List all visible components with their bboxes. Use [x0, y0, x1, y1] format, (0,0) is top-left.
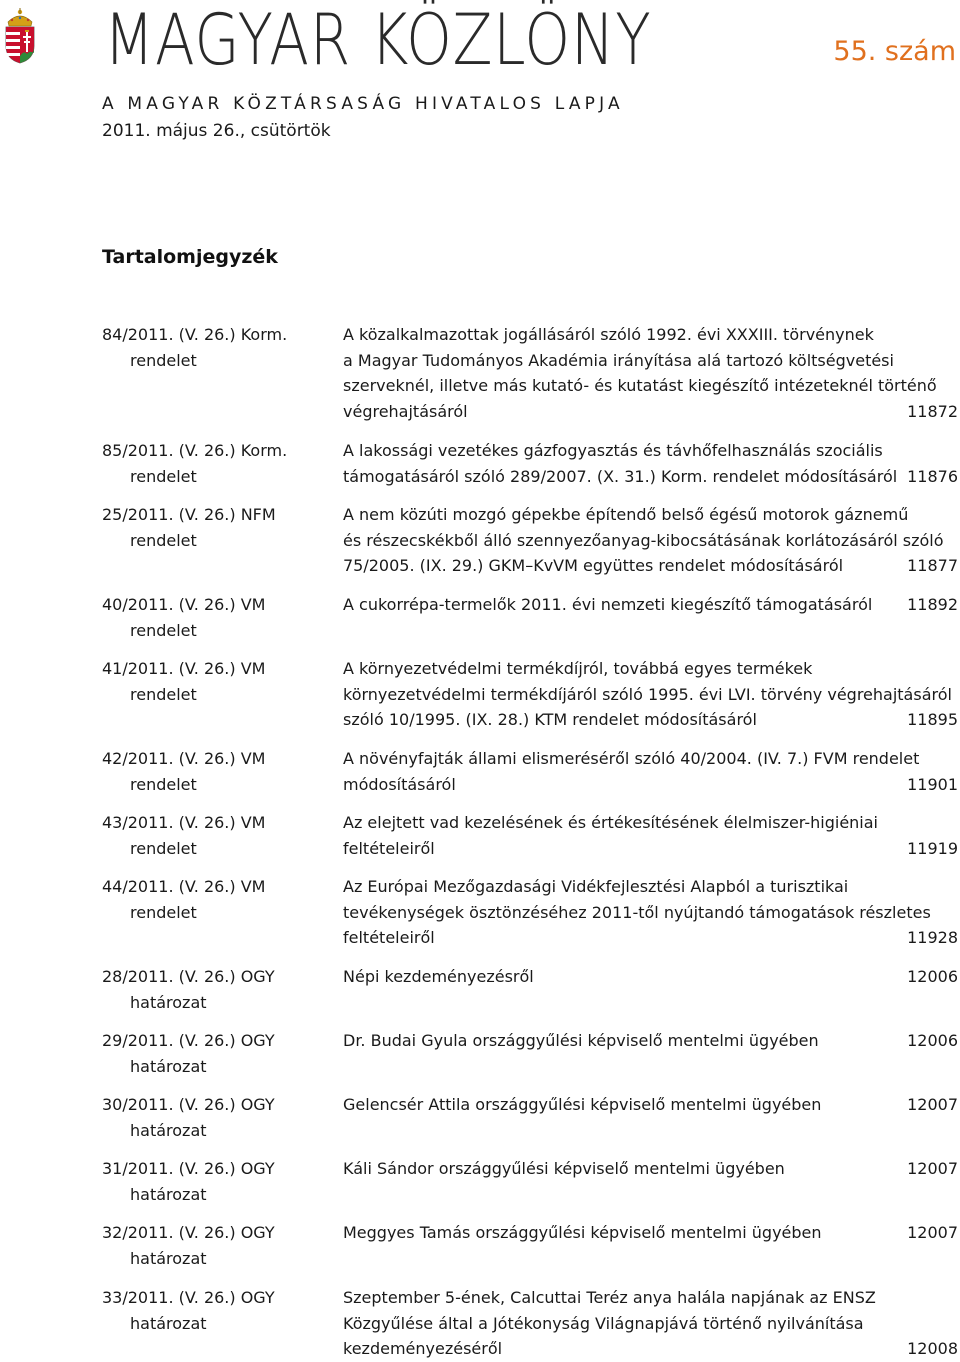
toc-entry-reference	[102, 1156, 322, 1207]
toc-entry-title	[343, 964, 903, 990]
toc-entry-title-line: Meggyes Tamás országgyűlési képviselő mentelmi ügyében	[343, 1223, 822, 1242]
toc-entry-title-line: Az Európai Mezőgazdasági Vidékfejlesztési Alapból a turisztikai	[343, 877, 849, 896]
toc-entry-page-number[interactable]: 12008	[907, 1339, 958, 1359]
reference-number: 30/2011. (V. 26.) OGY	[102, 1095, 275, 1114]
reference-number: 44/2011. (V. 26.) VM	[102, 877, 266, 896]
reference-number: 85/2011. (V. 26.) Korm.	[102, 441, 288, 460]
reference-number: 33/2011. (V. 26.) OGY	[102, 1288, 275, 1307]
reference-type: rendelet	[130, 530, 197, 550]
toc-entry-reference	[102, 1092, 322, 1143]
toc-entry-title-line: végrehajtásáról	[343, 401, 468, 421]
toc-entry-page-number[interactable]: 12007	[907, 1159, 958, 1178]
toc-entry-page-number[interactable]: 11892	[907, 595, 958, 614]
reference-type: rendelet	[130, 774, 197, 794]
reference-type: határozat	[130, 1120, 207, 1140]
reference-number: 40/2011. (V. 26.) VM	[102, 595, 266, 614]
toc-entry-page-number[interactable]: 11895	[907, 710, 958, 730]
toc-entry-page-number[interactable]: 12006	[907, 967, 958, 986]
toc-entry-reference	[102, 874, 322, 925]
toc-entry-page-number[interactable]: 11901	[907, 774, 958, 794]
toc-entry-reference	[102, 502, 322, 553]
toc-entry-title-line: módosításáról	[343, 774, 456, 794]
toc-entry-reference	[102, 438, 322, 489]
toc-entry-page-number[interactable]: 11877	[907, 556, 958, 576]
reference-type: rendelet	[130, 684, 197, 704]
reference-type: rendelet	[130, 902, 197, 922]
toc-entry-reference	[102, 1028, 322, 1079]
toc-entry-title-line: Közgyűlése által a Jótékonyság Világnapjává történő nyilvánítása	[343, 1313, 864, 1333]
toc-entry-title-line: A közalkalmazottak jogállásáról szóló 1992. évi XXXIII. törvénynek	[343, 325, 874, 344]
toc-entry-title	[343, 1285, 903, 1362]
toc-entry-reference	[102, 656, 322, 707]
toc-entry-title-line: Szeptember 5-ének, Calcuttai Teréz anya halála napjának az ENSZ	[343, 1288, 876, 1307]
reference-number: 25/2011. (V. 26.) NFM	[102, 505, 276, 524]
toc-entry-title-line: Gelencsér Attila országgyűlési képviselő mentelmi ügyében	[343, 1095, 822, 1114]
reference-type: rendelet	[130, 620, 197, 640]
reference-type: rendelet	[130, 838, 197, 858]
toc-entry-title-line: és részecskékből álló szennyezőanyag-kibocsátásának korlátozásáról szóló	[343, 530, 944, 550]
toc-entry-page-number[interactable]: 12007	[907, 1223, 958, 1242]
reference-type: határozat	[130, 992, 207, 1012]
reference-number: 31/2011. (V. 26.) OGY	[102, 1159, 275, 1178]
toc-entry-title-line: A nem közúti mozgó gépekbe építendő belső égésű motorok gáznemű	[343, 505, 909, 524]
publication-title: MAGYAR KÖZLÖNY	[104, 0, 652, 81]
publication-subtitle: A MAGYAR KÖZTÁRSASÁG HIVATALOS LAPJA	[102, 94, 624, 114]
reference-type: határozat	[130, 1056, 207, 1076]
toc-entry-title-line: Dr. Budai Gyula országgyűlési képviselő mentelmi ügyében	[343, 1031, 819, 1050]
toc-entry-title	[343, 592, 903, 618]
toc-entry-reference	[102, 746, 322, 797]
toc-entry-title-line: szóló 10/1995. (IX. 28.) KTM rendelet módosításáról	[343, 710, 757, 730]
toc-entry-title-line: szerveknél, illetve más kutató- és kutatást kiegészítő intézeteknél történő	[343, 376, 937, 396]
reference-number: 84/2011. (V. 26.) Korm.	[102, 325, 288, 344]
toc-entry-title-line: A növényfajták állami elismeréséről szóló 40/2004. (IV. 7.) FVM rendelet	[343, 749, 920, 768]
toc-entry-page-number[interactable]: 12006	[907, 1031, 958, 1050]
toc-entry-title-line: a Magyar Tudományos Akadémia irányítása alá tartozó költségvetési	[343, 350, 894, 370]
toc-entry-title	[343, 1156, 903, 1182]
toc-entry-title-line: Káli Sándor országgyűlési képviselő mentelmi ügyében	[343, 1159, 785, 1178]
toc-entry-title-line: kezdeményezéséről	[343, 1339, 503, 1359]
toc-entry-page-number[interactable]: 11928	[907, 928, 958, 948]
issue-number: 55. szám	[833, 36, 956, 67]
toc-entry-reference	[102, 1220, 322, 1271]
toc-entry-title-line: feltételeiről	[343, 838, 435, 858]
toc-entry-page-number[interactable]: 12007	[907, 1095, 958, 1114]
toc-entry-title	[343, 1092, 903, 1118]
toc-entry-title-line: feltételeiről	[343, 928, 435, 948]
toc-entry-reference	[102, 322, 322, 373]
toc-entry-title-line: Népi kezdeményezésről	[343, 967, 534, 986]
reference-number: 43/2011. (V. 26.) VM	[102, 813, 266, 832]
toc-entry-title	[343, 438, 903, 489]
toc-entry-title-line: A cukorrépa-termelők 2011. évi nemzeti kiegészítő támogatásáról	[343, 595, 873, 614]
toc-entry-title-line: támogatásáról szóló 289/2007. (X. 31.) Korm. rendelet módosításáról	[343, 466, 898, 486]
toc-entry-title	[343, 810, 903, 861]
toc-entry-page-number[interactable]: 11872	[907, 401, 958, 421]
hungarian-coat-of-arms-icon	[2, 6, 38, 64]
reference-number: 28/2011. (V. 26.) OGY	[102, 967, 275, 986]
toc-entry-title-line: 75/2005. (IX. 29.) GKM–KvVM együttes rendelet módosításáról	[343, 556, 844, 576]
reference-number: 32/2011. (V. 26.) OGY	[102, 1223, 275, 1242]
reference-number: 41/2011. (V. 26.) VM	[102, 659, 266, 678]
reference-number: 29/2011. (V. 26.) OGY	[102, 1031, 275, 1050]
toc-entry-title	[343, 1028, 903, 1054]
toc-entry-title-line: A környezetvédelmi termékdíjról, továbbá egyes termékek	[343, 659, 813, 678]
toc-entry-reference	[102, 592, 322, 643]
toc-entry-reference	[102, 1285, 322, 1336]
toc-entry-reference	[102, 810, 322, 861]
toc-entry-title	[343, 746, 920, 797]
reference-type: határozat	[130, 1184, 207, 1204]
toc-entry-title-line: környezetvédelmi termékdíjáról szóló 1995. évi LVI. törvény végrehajtásáról	[343, 684, 952, 704]
reference-type: rendelet	[130, 466, 197, 486]
reference-type: határozat	[130, 1313, 207, 1333]
toc-entry-title	[343, 874, 931, 951]
toc-entry-title	[343, 1220, 903, 1246]
publication-date: 2011. május 26., csütörtök	[102, 121, 331, 141]
reference-type: rendelet	[130, 350, 197, 370]
toc-entry-reference	[102, 964, 322, 1015]
toc-entry-title-line: A lakossági vezetékes gázfogyasztás és távhőfelhasználás szociális	[343, 441, 883, 460]
toc-heading: Tartalomjegyzék	[102, 246, 278, 268]
toc-entry-page-number[interactable]: 11876	[907, 466, 958, 486]
toc-entry-title-line: Az elejtett vad kezelésének és értékesítésének élelmiszer-higiéniai	[343, 813, 878, 832]
toc-entry-title-line: tevékenységek ösztönzéséhez 2011-től nyújtandó támogatások részletes	[343, 902, 931, 922]
reference-type: határozat	[130, 1248, 207, 1268]
toc-entry-page-number[interactable]: 11919	[907, 838, 958, 858]
reference-number: 42/2011. (V. 26.) VM	[102, 749, 266, 768]
